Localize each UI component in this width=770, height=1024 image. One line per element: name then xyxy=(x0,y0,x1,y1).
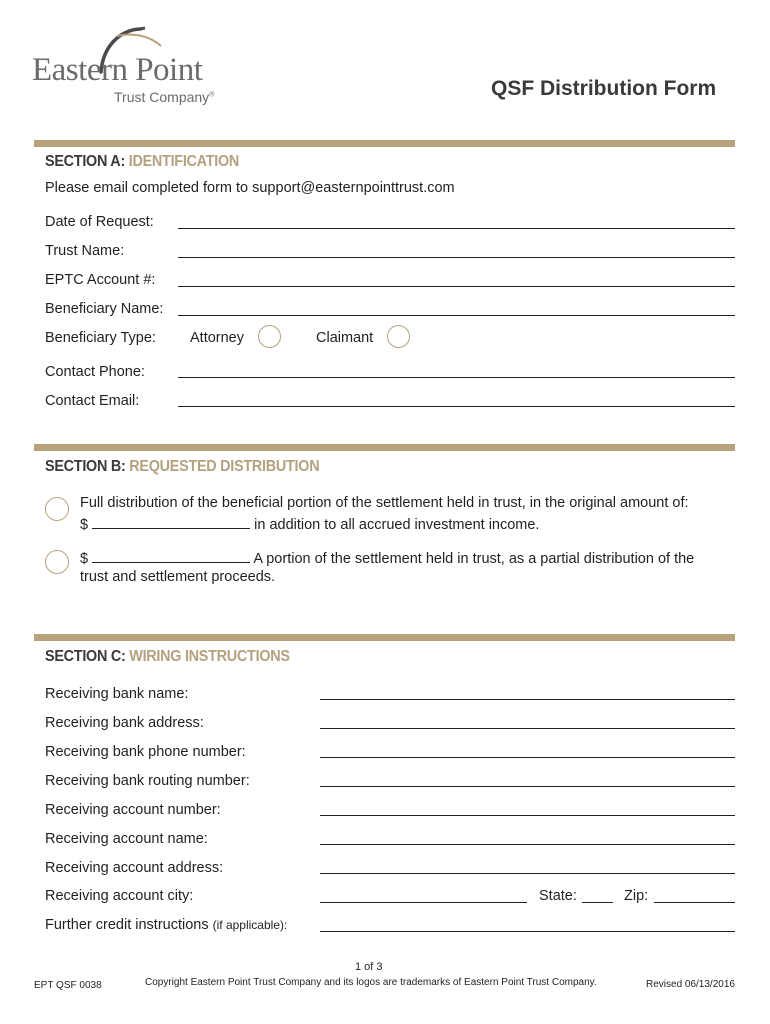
section-a-title: SECTION A: IDENTIFICATION xyxy=(45,153,240,170)
copyright: Copyright Eastern Point Trust Company and its logos are trademarks of Eastern Point Trust Company. xyxy=(145,977,597,988)
logo-name: Eastern Point xyxy=(32,52,203,88)
bank-name-label: Receiving bank name: xyxy=(45,686,189,702)
bank-address-label: Receiving bank address: xyxy=(45,715,204,731)
partial-distribution-text: trust and settlement proceeds. xyxy=(80,569,276,585)
state-field[interactable] xyxy=(582,902,613,903)
account-field[interactable] xyxy=(178,286,735,287)
form-title: QSF Distribution Form xyxy=(491,77,717,100)
claimant-radio[interactable] xyxy=(387,325,410,348)
full-distribution-radio[interactable] xyxy=(45,497,69,521)
trust-name-field[interactable] xyxy=(178,257,735,258)
phone-label: Contact Phone: xyxy=(45,364,145,380)
full-distribution-amount-row: $ in addition to all accrued investment income. xyxy=(80,517,540,533)
bank-address-field[interactable] xyxy=(320,728,735,729)
section-divider xyxy=(34,634,735,641)
beneficiary-type-label: Beneficiary Type: xyxy=(45,330,156,346)
state-label: State: xyxy=(539,888,577,904)
section-divider xyxy=(34,140,735,147)
bank-phone-field[interactable] xyxy=(320,757,735,758)
city-field[interactable] xyxy=(320,902,527,903)
claimant-label: Claimant xyxy=(316,330,374,346)
attorney-label: Attorney xyxy=(190,330,244,346)
zip-field[interactable] xyxy=(654,902,735,903)
account-number-label: Receiving account number: xyxy=(45,802,221,818)
section-c-title: SECTION C: WIRING INSTRUCTIONS xyxy=(45,648,290,665)
account-address-label: Receiving account address: xyxy=(45,860,224,876)
routing-field[interactable] xyxy=(320,786,735,787)
attorney-radio[interactable] xyxy=(258,325,281,348)
account-address-field[interactable] xyxy=(320,873,735,874)
form-id: EPT QSF 0038 xyxy=(34,980,102,991)
account-name-label: Receiving account name: xyxy=(45,831,208,847)
partial-distribution-radio[interactable] xyxy=(45,550,69,574)
account-name-field[interactable] xyxy=(320,844,735,845)
further-credit-label: Further credit instructions (if applicable): xyxy=(45,917,288,933)
account-number-field[interactable] xyxy=(320,815,735,816)
date-label: Date of Request: xyxy=(45,214,154,230)
revised-date: Revised 06/13/2016 xyxy=(646,979,735,990)
bank-phone-label: Receiving bank phone number: xyxy=(45,744,246,760)
full-amount-field[interactable] xyxy=(92,515,250,529)
page-number: 1 of 3 xyxy=(355,961,383,973)
partial-amount-field[interactable] xyxy=(92,549,250,563)
date-field[interactable] xyxy=(178,228,735,229)
beneficiary-name-label: Beneficiary Name: xyxy=(45,301,164,317)
partial-distribution-row: $ A portion of the settlement held in trust, as a partial distribution of the xyxy=(80,551,695,567)
zip-label: Zip: xyxy=(624,888,649,904)
email-field[interactable] xyxy=(178,406,735,407)
phone-field[interactable] xyxy=(178,377,735,378)
section-divider xyxy=(34,444,735,451)
trust-name-label: Trust Name: xyxy=(45,243,125,259)
bank-name-field[interactable] xyxy=(320,699,735,700)
beneficiary-name-field[interactable] xyxy=(178,315,735,316)
email-label: Contact Email: xyxy=(45,393,140,409)
further-credit-field[interactable] xyxy=(320,931,735,932)
full-distribution-text: Full distribution of the beneficial portion of the settlement held in trust, in the original amount of: xyxy=(80,495,689,511)
routing-label: Receiving bank routing number: xyxy=(45,773,250,789)
logo-subtitle: Trust Company® xyxy=(114,89,215,105)
section-b-title: SECTION B: REQUESTED DISTRIBUTION xyxy=(45,458,320,475)
email-instruction: Please email completed form to support@easternpointtrust.com xyxy=(45,180,455,196)
city-label: Receiving account city: xyxy=(45,888,194,904)
account-label: EPTC Account #: xyxy=(45,272,156,288)
